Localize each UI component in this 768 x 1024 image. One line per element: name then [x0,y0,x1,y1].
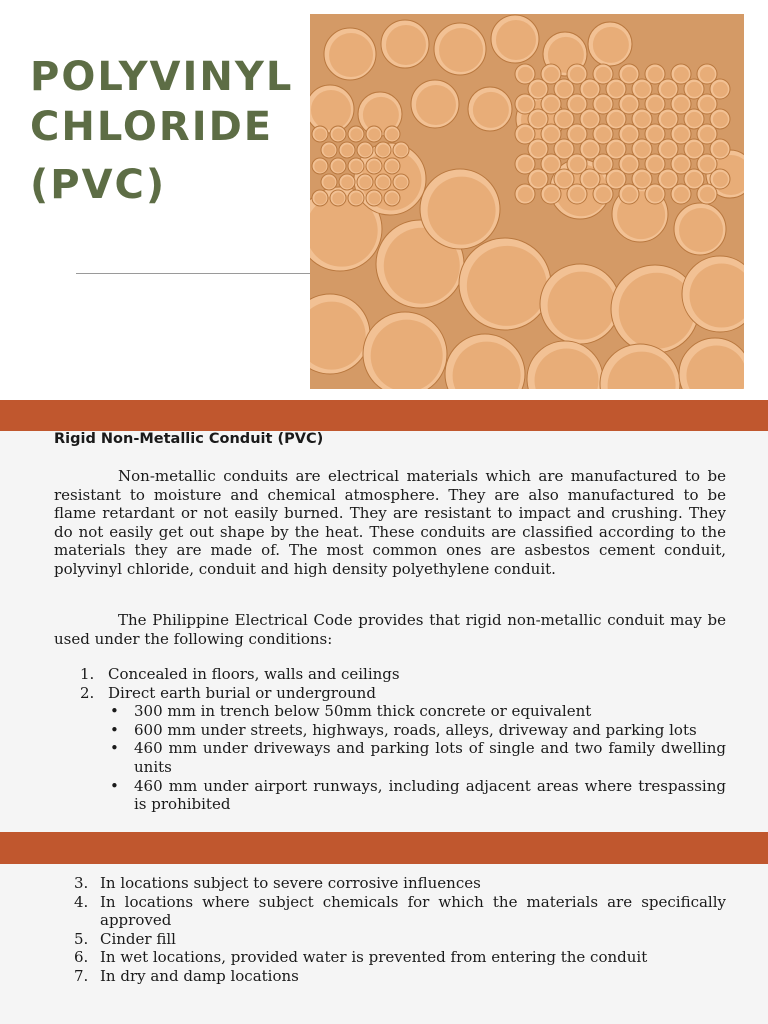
pipe-end [671,184,691,204]
pipe-end [459,238,551,330]
title-line-3: (PVC) [30,162,167,208]
bullet: • [110,739,119,758]
pipe-end [366,158,382,174]
pipe-end [567,184,587,204]
pipe-end [330,158,346,174]
burial-depth-sublist [0,702,726,814]
pipe-end [348,190,364,206]
pipe-end [393,142,409,158]
pipe-end [375,142,391,158]
list-item [0,893,726,930]
bullet: • [110,776,119,795]
pipe-end [384,158,400,174]
list-item-text: In dry and damp locations [100,966,299,985]
document-page-1 [0,431,768,832]
top-accent-band [0,400,768,431]
pipe-end [321,142,337,158]
pipe-end [588,22,632,66]
pipe-end [515,184,535,204]
bullet: • [110,720,119,739]
paragraph-2-text: The Philippine Electrical Code provides that rigid non-metallic conduit may be used under the following conditions: [54,611,726,648]
pipe-end [384,190,400,206]
pipe-end [468,87,512,131]
pipe-end [363,312,447,389]
list-number: 2. [80,683,95,702]
pipe-end [339,142,355,158]
list-number: 1. [80,665,95,683]
sublist-item-text: 460 mm under driveways and parking lots of single and two family dwelling units [134,739,726,776]
list-number: 7. [74,966,89,985]
pipe-end [366,190,382,206]
sublist-item [110,776,726,814]
document-heading: Rigid Non-Metallic Conduit (PVC) [54,431,324,447]
pipe-end [491,15,539,63]
pipe-end [312,158,328,174]
pipe-end [310,294,370,374]
pipe-end [312,126,328,142]
pipe-end [674,203,726,255]
pvc-pipes-illustration [310,14,744,389]
pipe-end [434,23,486,75]
paragraph-1 [54,467,726,579]
sublist-item-text: 300 mm in trench below 50mm thick concrete or equivalent [134,702,592,721]
pipe-end [541,184,561,204]
list-item [0,874,726,893]
sublist-item [110,702,726,721]
pipe-end [357,142,373,158]
list-item [0,948,726,967]
pipe-end [697,184,717,204]
list-item-text: Direct earth burial or underground [108,683,376,702]
pipe-end [366,126,382,142]
pipe-end [411,80,459,128]
pipe-end [357,174,373,190]
pipe-end [645,184,665,204]
list-item [0,684,726,703]
pvc-pipes-photo [310,14,744,389]
list-item [0,665,726,684]
list-item [0,967,726,986]
list-item-text: In wet locations, provided water is prevented from entering the conduit [100,948,648,967]
list-item [0,930,726,949]
pipe-end [321,174,337,190]
list-item-text: In locations where subject chemicals for which the materials are specifically approved [100,892,726,930]
document-page-2 [0,864,768,1024]
pipe-end [619,184,639,204]
pipe-end [381,20,429,68]
slide-title [30,52,310,210]
pipe-end [330,126,346,142]
paragraph-1-text: Non-metallic conduits are electrical materials which are manufactured to be resistant to moisture and chemical atmosphere. They are also manufactured to be flame retardant or not easily burned. They are resistant to impact and crushing. They do not easily get out shape by the heat. These conduits are classified according to the materials they are made of. The most common ones are asbestos cement conduit, polyvinyl chloride, conduit and high density polyethylene conduit. [54,467,726,578]
pipe-end [312,190,328,206]
pipe-end [324,28,376,80]
pipe-end [375,174,391,190]
pipe-end [310,85,354,133]
pipe-end [679,338,744,389]
pipe-end [384,126,400,142]
list-number: 4. [74,892,89,911]
title-line-2: CHLORIDE [30,104,274,150]
pipe-end [593,184,613,204]
bullet: • [110,702,119,721]
sublist-item [110,739,726,776]
conditions-list-continued [0,874,726,986]
middle-accent-band [0,832,768,864]
pipe-end [348,126,364,142]
list-item-text: Concealed in floors, walls and ceilings [108,665,400,683]
list-number: 6. [74,948,89,967]
pipe-end [330,190,346,206]
pipe-end [339,174,355,190]
list-number: 3. [74,874,89,892]
sublist-item-text: 600 mm under streets, highways, roads, alleys, driveway and parking lots [134,720,697,739]
title-line-1: POLYVINYL [30,54,294,100]
pipe-end [445,334,525,389]
pipe-end [348,158,364,174]
sublist-item-text: 460 mm under airport runways, including adjacent areas where trespassing is prohibited [134,776,726,814]
list-item-text: In locations subject to severe corrosive influences [100,874,481,892]
pipe-end [527,341,603,389]
list-item-text: Cinder fill [100,929,176,948]
paragraph-2 [54,611,726,648]
conditions-list [0,665,726,814]
list-number: 5. [74,929,89,948]
sublist-item [110,720,726,740]
title-divider [76,273,310,274]
pipe-end [540,264,620,344]
sublist-container [0,702,726,814]
pipe-end [420,169,500,249]
pipe-end [393,174,409,190]
